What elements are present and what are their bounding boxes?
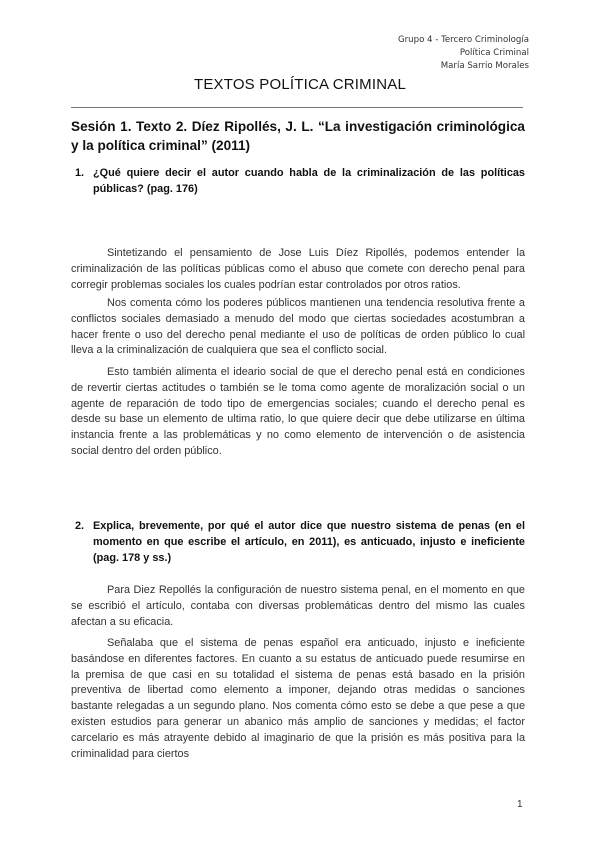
title-divider [71,107,523,108]
answer-1-paragraph-3: Esto también alimenta el ideario social de que el derecho penal está en condiciones de revertir ciertas actitudes o también se le toma como agente de moralización social o un agente de reparación de todo tipo de emergencias sociales; cuando el derecho penal es desde su base un elemento de ultima ratio, lo que quiere decir que debe utilizarse en última instancia frente a las problemáticas y no como elemento de intervención o de asistencia social dentro del orden público. [71,366,525,457]
page-header [398,34,529,73]
answer-1-paragraph-1: Sintetizando el pensamiento de Jose Luis Díez Ripollés, podemos entender la criminalización de las políticas públicas como el abuso que comete con derecho penal para corregir problemas sociales los cuales podrían estar controlados por otros ratios. [71,247,525,291]
session-heading: Sesión 1. Texto 2. Díez Ripollés, J. L. “La investigación criminológica y la política criminal” (2011) [71,119,525,153]
question-2 [75,519,525,566]
question-number: 2. [75,520,85,532]
question-number: 1. [75,167,85,179]
question-text: ¿Qué quiere decir el autor cuando habla de la criminalización de las políticas públicas? (pag. 176) [93,167,525,195]
answer-2-paragraph-1: Para Diez Repollés la configuración de nuestro sistema penal, en el momento en que se escribió el artículo, contaba con diversas problemáticas dentro del mismo las cuales afectan a su eficacia. [71,584,525,628]
question-1 [75,166,525,198]
header-group-line: Grupo 4 - Tercero Criminología [397,35,529,45]
header-course-line: Política Criminal [459,48,529,58]
header-author-line: María Sarrio Morales [440,61,529,71]
page-number: 1 [517,799,523,810]
document-title: TEXTOS POLÍTICA CRIMINAL [193,76,407,93]
answer-2-paragraph-2: Señalaba que el sistema de penas español era anticuado, injusto e ineficiente basándose en diferentes factores. En cuanto a su estatus de anticuado puede resumirse en la premisa de que casi en su totalidad el sistema de penas está basado en la prisión preventiva de libertad como elemento a imponer, dejando otras medidas o sanciones bastante relegadas a un segundo plano. Nos comenta cómo esto se debe a que pese a que existen estudios para generar un abanico más amplio de sanciones y medidas; el factor carcelario es más atrayente debido al imaginario de que la prisión es más positiva para la criminalidad para ciertos [71,637,525,760]
question-text: Explica, brevemente, por qué el autor dice que nuestro sistema de penas (en el momento en que escribe el artículo, en 2011), es anticuado, injusto e ineficiente (pag. 178 y ss.) [93,520,525,564]
answer-1-paragraph-2: Nos comenta cómo los poderes públicos mantienen una tendencia resolutiva frente a conflictos sociales demasiado a menudo del modo que ciertas sociedades acostumbran a hacer frente o uso del derecho penal mediante el uso de políticas de orden público lo cual lleva a la criminalización de cualquiera que sea el conflicto social. [71,297,525,357]
